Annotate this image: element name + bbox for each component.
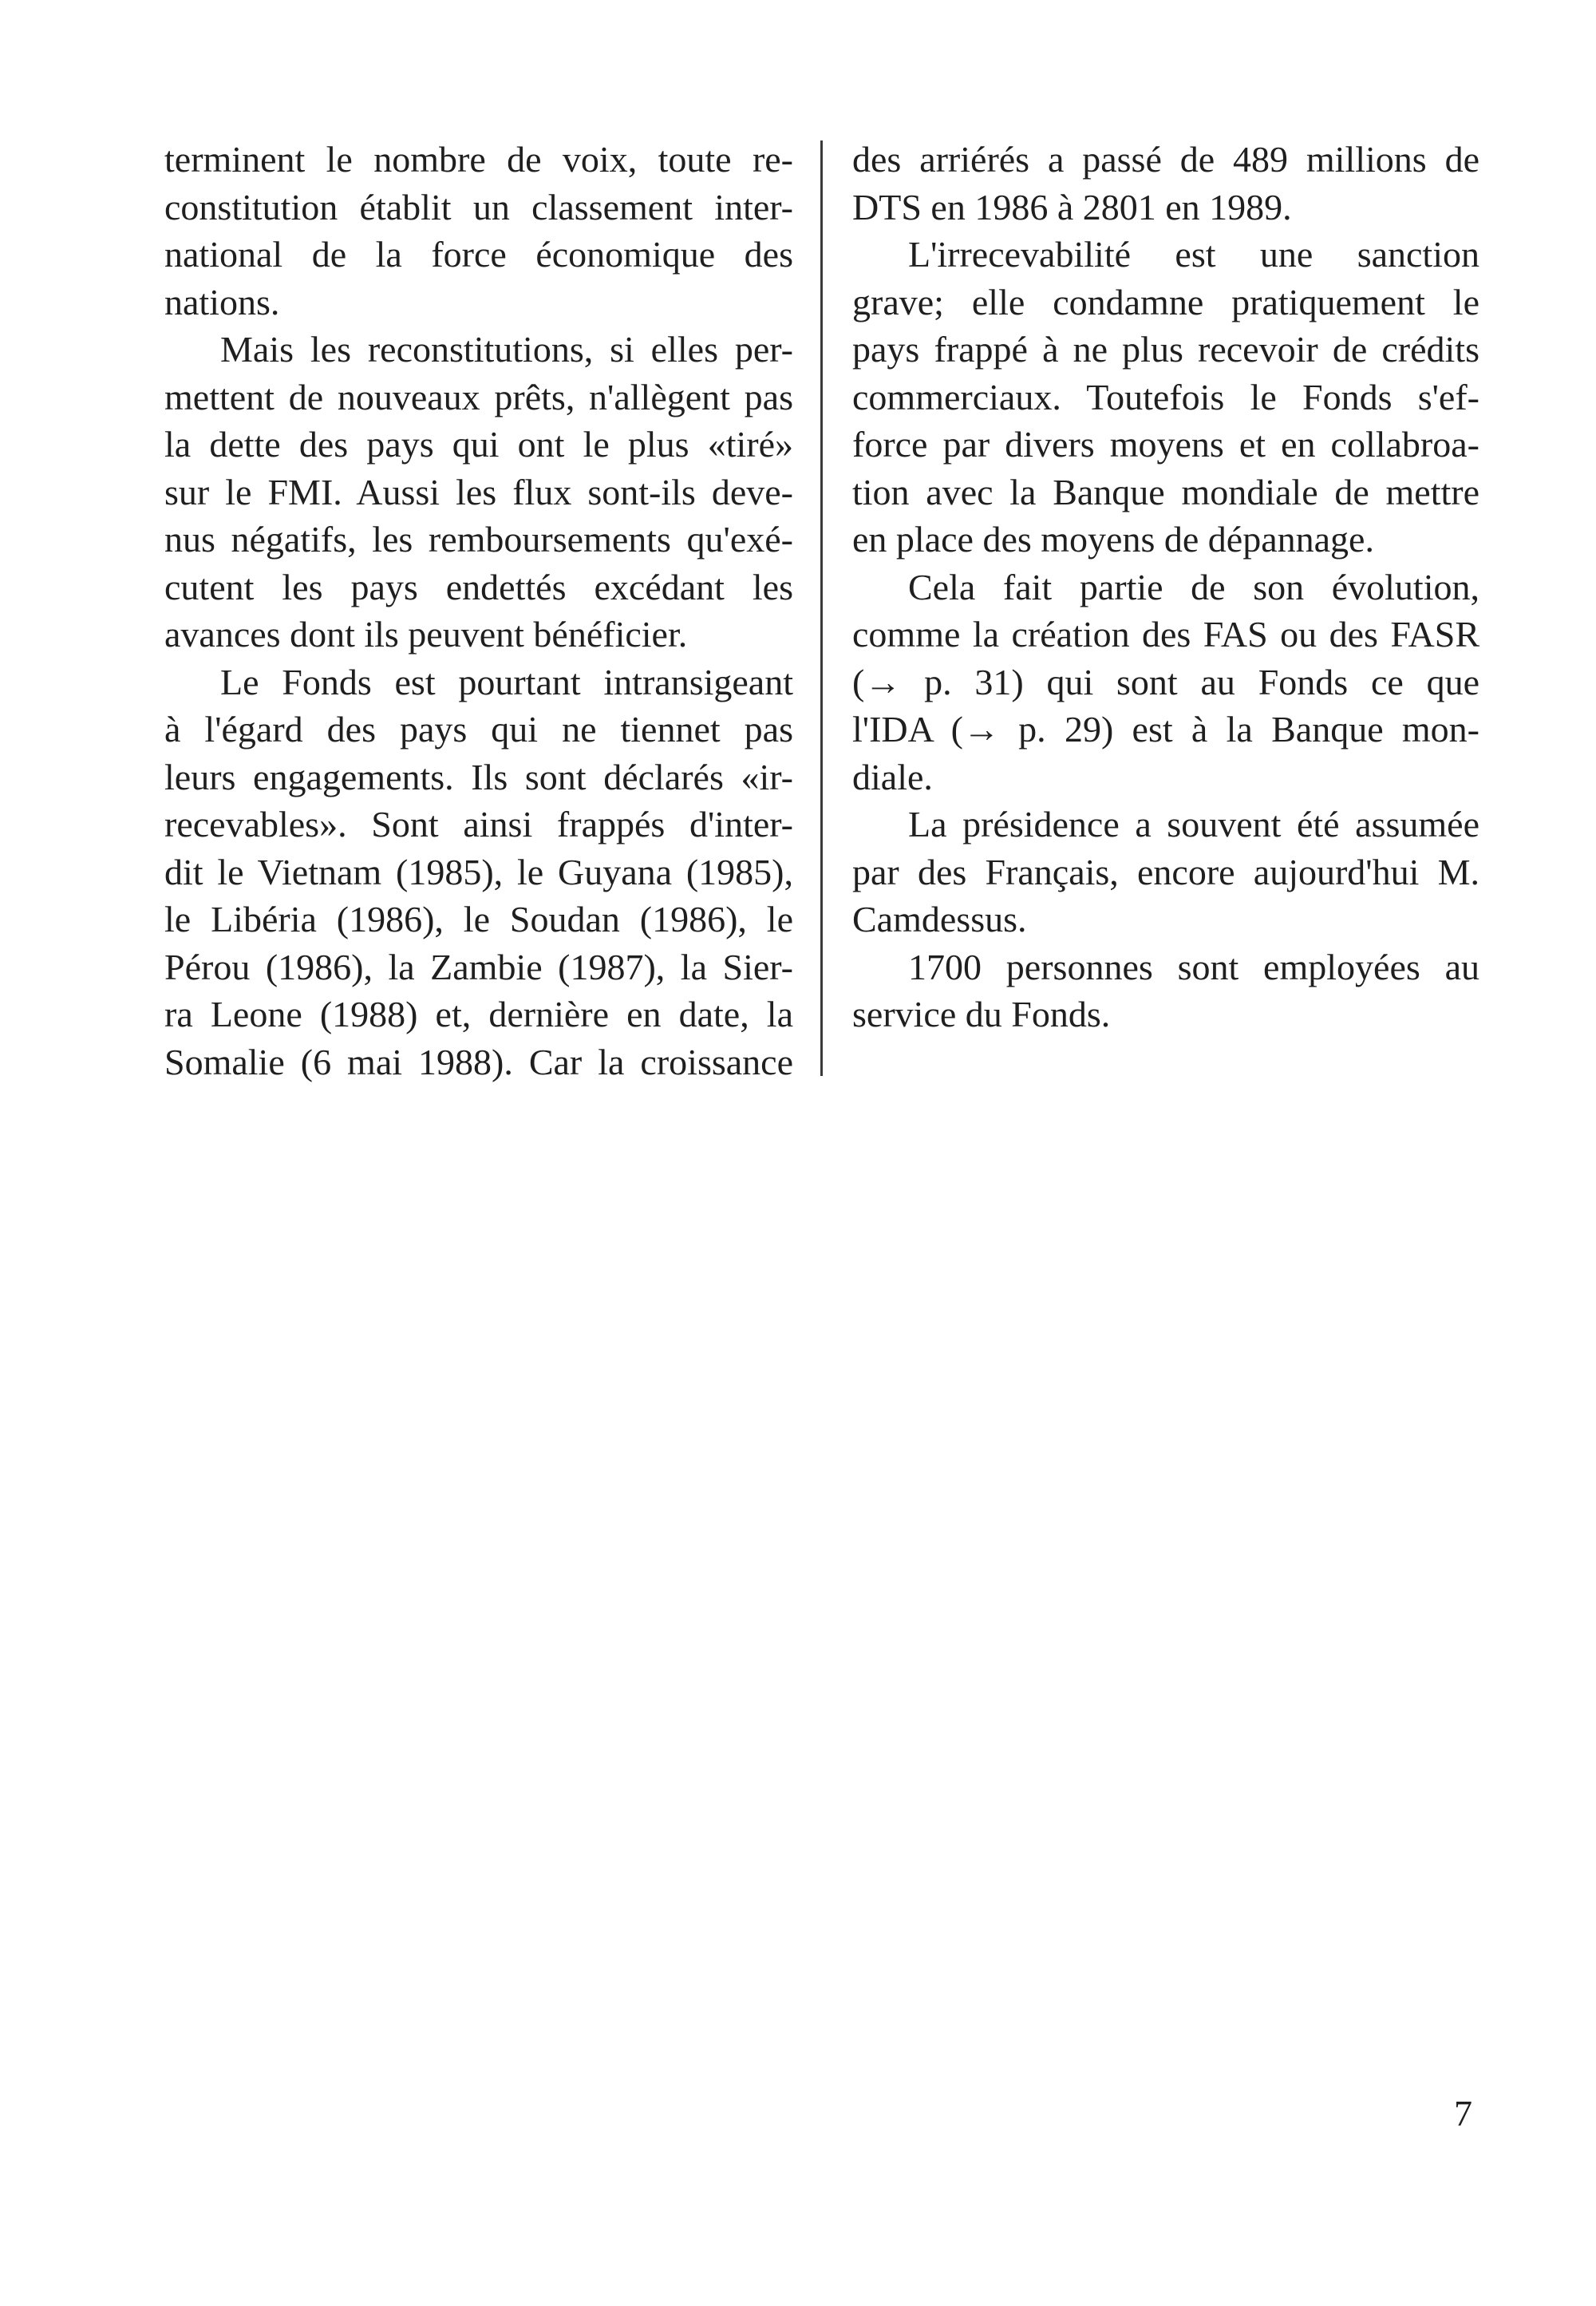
- text-line: grave; elle condamne pratiquement le: [852, 281, 1479, 322]
- text-line: des arriérés a passé de 489 millions de: [852, 139, 1479, 180]
- text-line: Somalie (6 mai 1988). Car la croissance: [164, 1041, 793, 1082]
- text-line: Le Fonds est pourtant intransigeant: [220, 661, 793, 702]
- text-line: sur le FMI. Aussi les flux sont-ils deve-: [164, 471, 793, 512]
- text-line: nations.: [164, 281, 280, 322]
- text-line: ra Leone (1988) et, dernière en date, la: [164, 994, 793, 1034]
- text-line: Mais les reconstitutions, si elles per-: [220, 329, 793, 370]
- text-line: (→ p. 31) qui sont au Fonds ce que: [852, 661, 1479, 702]
- right-column: [852, 136, 1479, 1038]
- text-line: cutent les pays endettés excédant les: [164, 566, 793, 607]
- text-line: DTS en 1986 à 2801 en 1989.: [852, 186, 1292, 227]
- text-line: avances dont ils peuvent bénéficier.: [164, 614, 688, 655]
- text-line: La présidence a souvent été assumée: [908, 804, 1479, 844]
- text-line: constitution établit un classement inter-: [164, 186, 793, 227]
- text-line: comme la création des FAS ou des FASR: [852, 614, 1479, 655]
- text-line: par des Français, encore aujourd'hui M.: [852, 851, 1479, 892]
- text-line: recevables». Sont ainsi frappés d'inter-: [164, 804, 793, 844]
- column-divider: [820, 140, 823, 1076]
- text-line: Cela fait partie de son évolution,: [908, 566, 1479, 607]
- text-line: à l'égard des pays qui ne tiennet pas: [164, 709, 793, 750]
- text-line: Camdessus.: [852, 899, 1027, 939]
- text-line: leurs engagements. Ils sont déclarés «ir-: [164, 756, 793, 797]
- text-line: service du Fonds.: [852, 994, 1111, 1034]
- text-line: la dette des pays qui ont le plus «tiré»: [164, 424, 793, 465]
- text-line: 1700 personnes sont employées au: [908, 946, 1479, 987]
- left-column: [164, 136, 793, 1086]
- text-line: Pérou (1986), la Zambie (1987), la Sier-: [164, 946, 793, 987]
- text-line: l'IDA (→ p. 29) est à la Banque mon-: [852, 709, 1479, 750]
- text-line: L'irrecevabilité est une sanction: [908, 234, 1479, 275]
- text-line: force par divers moyens et en collabroa-: [852, 424, 1479, 465]
- text-line: pays frappé à ne plus recevoir de crédits: [852, 329, 1479, 370]
- text-line: mettent de nouveaux prêts, n'allègent pas: [164, 376, 793, 417]
- text-line: diale.: [852, 756, 933, 797]
- text-line: commerciaux. Toutefois le Fonds s'ef-: [852, 376, 1479, 417]
- text-line: terminent le nombre de voix, toute re-: [164, 139, 793, 180]
- text-line: en place des moyens de dépannage.: [852, 519, 1374, 560]
- text-line: national de la force économique des: [164, 234, 793, 275]
- text-line: le Libéria (1986), le Soudan (1986), le: [164, 899, 793, 939]
- text-line: tion avec la Banque mondiale de mettre: [852, 471, 1479, 512]
- text-line: dit le Vietnam (1985), le Guyana (1985),: [164, 851, 793, 892]
- page-number: 7: [1454, 2093, 1472, 2134]
- text-line: nus négatifs, les remboursements qu'exé-: [164, 519, 793, 560]
